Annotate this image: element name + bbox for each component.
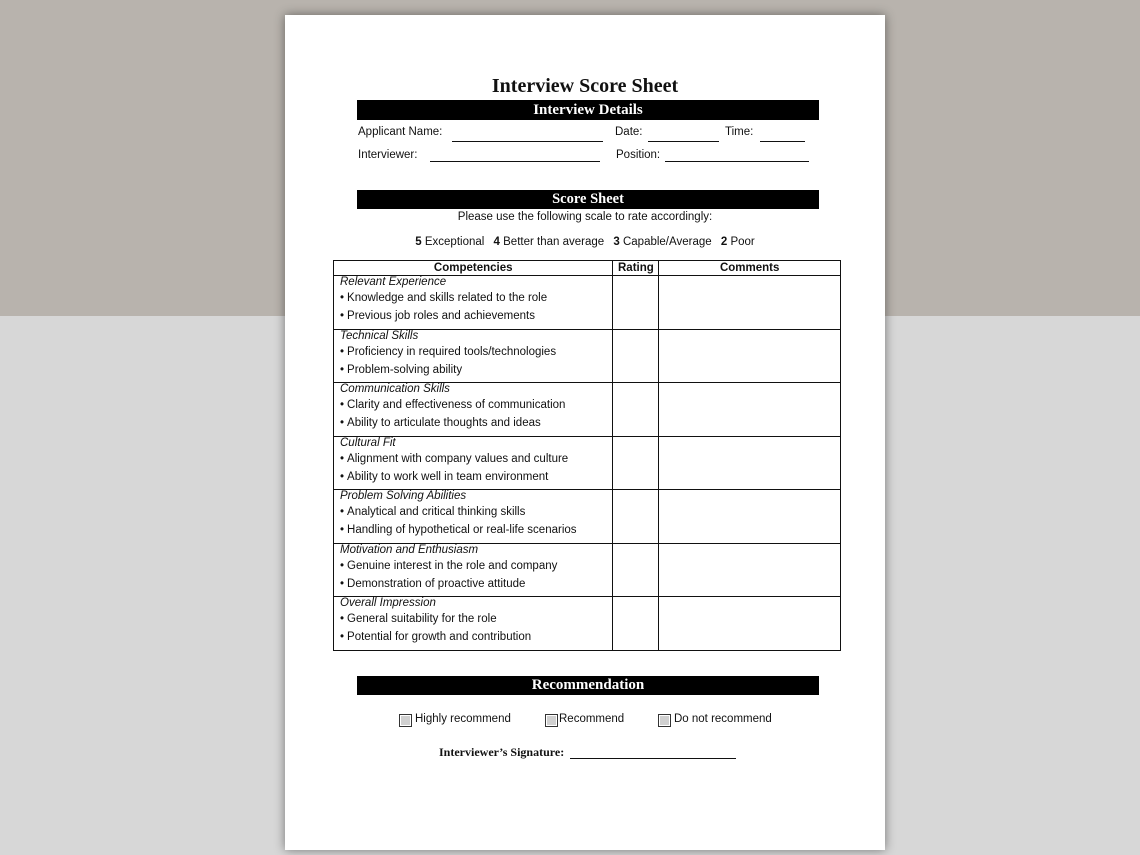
comments-cell[interactable] bbox=[659, 383, 841, 437]
table-row bbox=[334, 597, 841, 651]
comments-cell[interactable] bbox=[659, 490, 841, 544]
score-sheet-page bbox=[285, 15, 885, 850]
date-label: Date: bbox=[615, 126, 643, 138]
table-row bbox=[334, 383, 841, 437]
applicant-name-field[interactable] bbox=[452, 141, 603, 142]
interviewer-label: Interviewer: bbox=[358, 149, 418, 161]
comments-cell[interactable] bbox=[659, 436, 841, 490]
comments-cell[interactable] bbox=[659, 597, 841, 651]
competency-cell bbox=[334, 436, 613, 490]
rating-cell[interactable] bbox=[613, 276, 659, 330]
competency-cell bbox=[334, 543, 613, 597]
competency-bullet: • Genuine interest in the role and company bbox=[334, 557, 612, 575]
score-sheet-header: Score Sheet bbox=[357, 190, 819, 209]
rating-cell[interactable] bbox=[613, 490, 659, 544]
competency-bullet: • Analytical and critical thinking skills bbox=[334, 503, 612, 521]
header-rating: Rating bbox=[613, 261, 659, 276]
scale-item: 5 Exceptional bbox=[415, 236, 485, 248]
table-row bbox=[334, 276, 841, 330]
competency-cell bbox=[334, 597, 613, 651]
header-competencies: Competencies bbox=[334, 261, 613, 276]
competency-bullet: • Ability to work well in team environment bbox=[334, 468, 612, 486]
position-label: Position: bbox=[616, 149, 661, 161]
rating-cell[interactable] bbox=[613, 329, 659, 383]
table-row bbox=[334, 329, 841, 383]
signature-field[interactable] bbox=[570, 758, 736, 759]
table-row bbox=[334, 436, 841, 490]
competency-cell bbox=[334, 329, 613, 383]
competency-category: Technical Skills bbox=[340, 329, 419, 342]
header-comments: Comments bbox=[659, 261, 841, 276]
competency-bullet: • Proficiency in required tools/technologies bbox=[334, 343, 612, 361]
do-not-recommend-checkbox[interactable] bbox=[658, 714, 671, 727]
competency-category: Motivation and Enthusiasm bbox=[340, 543, 479, 556]
recommendation-header: Recommendation bbox=[357, 676, 819, 695]
competency-category: Overall Impression bbox=[340, 597, 436, 609]
competency-cell bbox=[334, 490, 613, 544]
competency-category: Cultural Fit bbox=[340, 436, 396, 449]
competency-bullet: • Alignment with company values and culture bbox=[334, 450, 612, 468]
competency-category: Problem Solving Abilities bbox=[340, 490, 467, 502]
date-field[interactable] bbox=[648, 141, 719, 142]
table-row bbox=[334, 543, 841, 597]
competency-bullet: • General suitability for the role bbox=[334, 610, 612, 628]
time-label: Time: bbox=[725, 126, 754, 138]
rating-cell[interactable] bbox=[613, 597, 659, 651]
page-title: Interview Score Sheet bbox=[491, 75, 679, 97]
highly-recommend-label: Highly recommend bbox=[415, 713, 511, 725]
scale-item: 2 Poor bbox=[720, 236, 755, 248]
time-field[interactable] bbox=[760, 141, 805, 142]
position-field[interactable] bbox=[665, 161, 809, 162]
highly-recommend-checkbox[interactable] bbox=[399, 714, 412, 727]
rating-scale bbox=[285, 236, 885, 248]
comments-cell[interactable] bbox=[659, 329, 841, 383]
competency-bullet: • Handling of hypothetical or real-life scenarios bbox=[334, 521, 612, 539]
competency-bullet: • Ability to articulate thoughts and ideas bbox=[334, 414, 612, 432]
scale-item: 4 Better than average bbox=[493, 236, 605, 248]
rating-instruction: Please use the following scale to rate accordingly: bbox=[457, 211, 713, 223]
recommend-label: Recommend bbox=[559, 713, 625, 725]
signature-label: Interviewer’s Signature: bbox=[439, 745, 565, 759]
do-not-recommend-label: Do not recommend bbox=[674, 713, 772, 725]
comments-cell[interactable] bbox=[659, 276, 841, 330]
interview-details-header: Interview Details bbox=[357, 100, 819, 120]
rating-cell[interactable] bbox=[613, 543, 659, 597]
competency-bullet: • Problem-solving ability bbox=[334, 361, 612, 379]
competency-bullet: • Potential for growth and contribution bbox=[334, 628, 612, 646]
competency-cell bbox=[334, 276, 613, 330]
recommend-checkbox[interactable] bbox=[545, 714, 558, 727]
competency-table bbox=[333, 260, 841, 651]
competency-bullet: • Knowledge and skills related to the role bbox=[334, 289, 612, 307]
competency-bullet: • Demonstration of proactive attitude bbox=[334, 575, 612, 593]
table-row bbox=[334, 490, 841, 544]
interviewer-field[interactable] bbox=[430, 161, 600, 162]
comments-cell[interactable] bbox=[659, 543, 841, 597]
rating-cell[interactable] bbox=[613, 383, 659, 437]
competency-bullet: • Previous job roles and achievements bbox=[334, 307, 612, 325]
scale-item: 3 Capable/Average bbox=[613, 236, 712, 248]
competency-category: Relevant Experience bbox=[340, 276, 447, 288]
competency-bullet: • Clarity and effectiveness of communication bbox=[334, 396, 612, 414]
applicant-name-label: Applicant Name: bbox=[358, 126, 443, 138]
competency-category: Communication Skills bbox=[340, 383, 450, 395]
rating-cell[interactable] bbox=[613, 436, 659, 490]
competency-cell bbox=[334, 383, 613, 437]
